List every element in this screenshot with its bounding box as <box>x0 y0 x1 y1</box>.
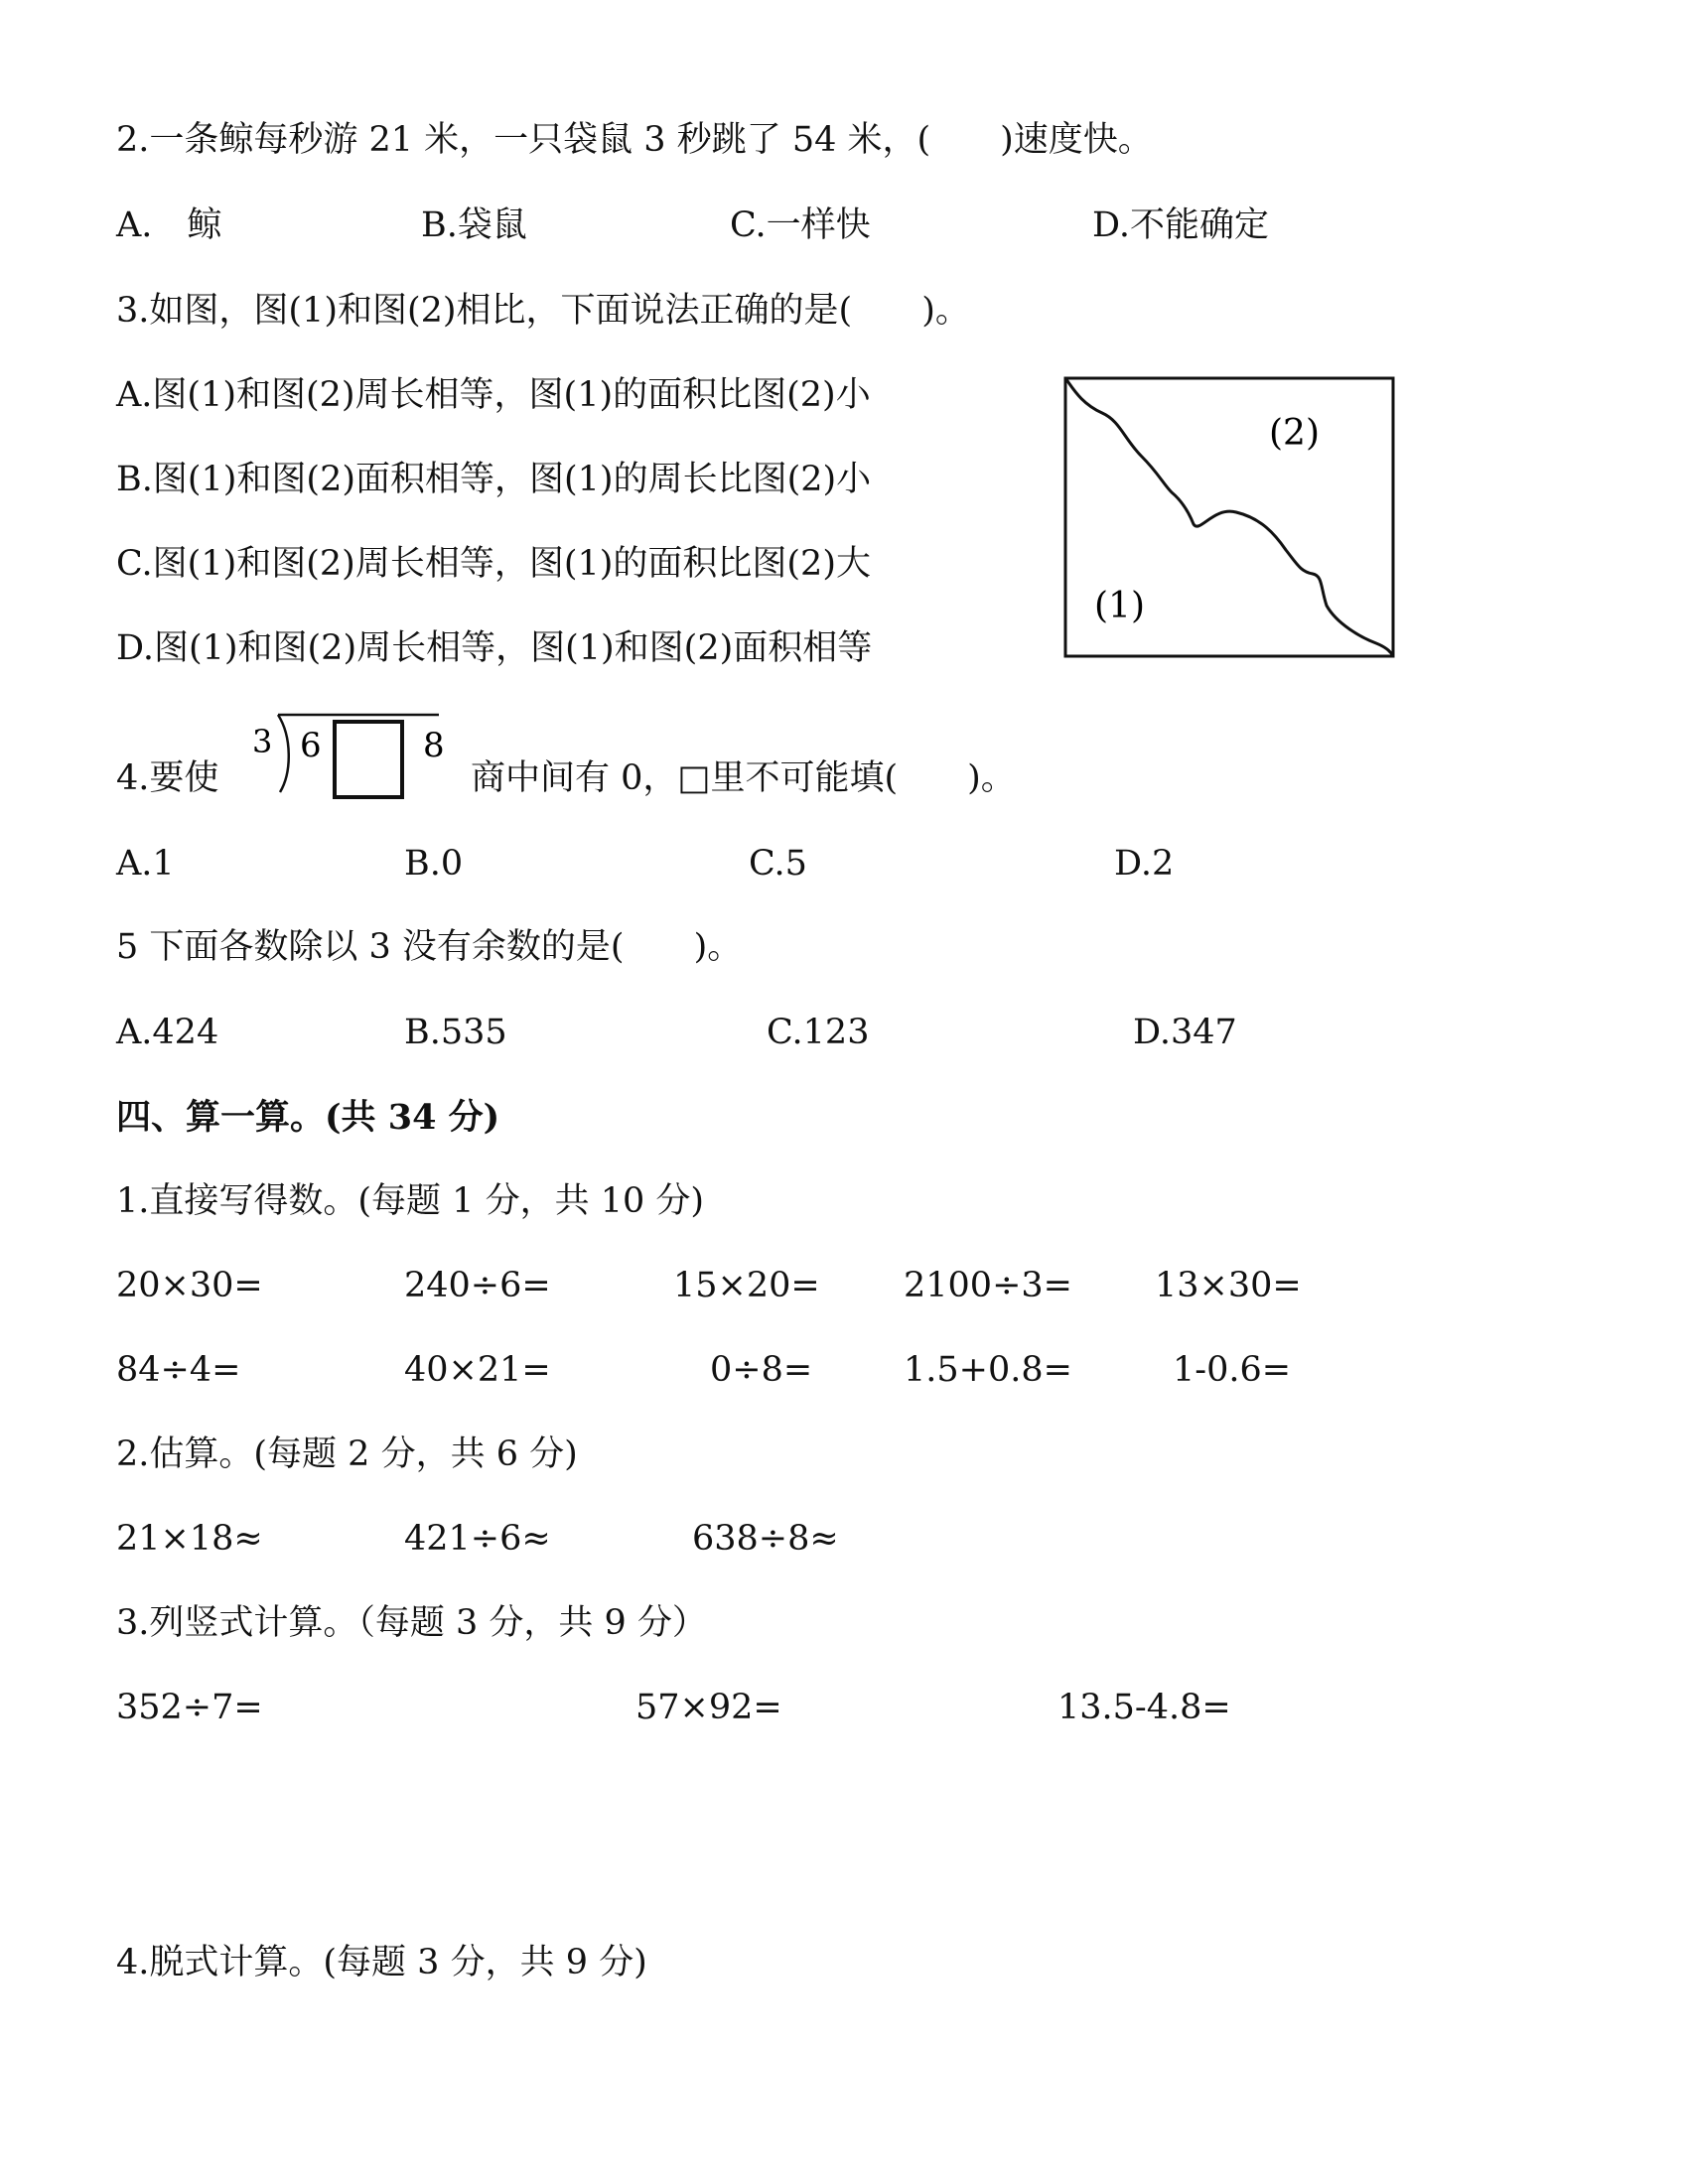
q3-option-b: B.图(1)和图(2)面积相等，图(1)的周长比图(2)小 <box>116 460 872 499</box>
q3-stem: 3.如图，图(1)和图(2)相比，下面说法正确的是( )。 <box>116 291 970 331</box>
q2-option-d: D.不能确定 <box>1092 205 1269 245</box>
q4-option-c: C.5 <box>749 844 807 884</box>
calc-item: 2100÷3= <box>904 1266 1072 1305</box>
calc-item: 15×20= <box>673 1266 820 1305</box>
part-1-title: 1.直接写得数。(每题 1 分，共 10 分) <box>116 1181 705 1221</box>
q4-option-b: B.0 <box>404 844 464 884</box>
calc-item: 84÷4= <box>116 1350 241 1390</box>
q4-option-a: A.1 <box>116 844 175 884</box>
calc-item: 20×30= <box>116 1266 263 1305</box>
division-bracket <box>278 715 289 792</box>
q3-option-c: C.图(1)和图(2)周长相等，图(1)的面积比图(2)大 <box>116 544 871 584</box>
q5-stem: 5 下面各数除以 3 没有余数的是( )。 <box>116 927 743 967</box>
dividend-digit-right: 8 <box>423 726 445 765</box>
division-bracket-figure <box>248 705 452 804</box>
q3-option-d: D.图(1)和图(2)周长相等，图(1)和图(2)面积相等 <box>116 628 873 668</box>
vertical-calc-item: 352÷7= <box>116 1688 263 1727</box>
q2-option-a: A. 鲸 <box>116 205 222 245</box>
q2-option-b: B.袋鼠 <box>421 205 527 245</box>
q2-stem: 2.一条鲸每秒游 21 米，一只袋鼠 3 秒跳了 54 米，( )速度快。 <box>116 120 1153 160</box>
q5-option-b: B.535 <box>404 1013 507 1052</box>
q5-option-c: C.123 <box>767 1013 870 1052</box>
calc-item: 1-0.6= <box>1173 1350 1292 1390</box>
figure-label-1: (1) <box>1094 586 1145 626</box>
q4-option-d: D.2 <box>1114 844 1175 884</box>
q5-option-d: D.347 <box>1133 1013 1237 1052</box>
q4-prefix: 4.要使 <box>116 758 219 798</box>
part-3-title: 3.列竖式计算。（每题 3 分，共 9 分） <box>116 1603 707 1643</box>
estimate-item: 21×18≈ <box>116 1519 263 1559</box>
estimate-item: 638÷8≈ <box>692 1519 839 1559</box>
part-4-title: 4.脱式计算。(每题 3 分，共 9 分) <box>116 1943 647 1982</box>
q5-option-a: A.424 <box>116 1013 219 1052</box>
q3-figure <box>1062 375 1400 659</box>
calc-item: 240÷6= <box>404 1266 551 1305</box>
part-2-title: 2.估算。(每题 2 分，共 6 分) <box>116 1434 578 1474</box>
calc-item: 1.5+0.8= <box>904 1350 1072 1390</box>
blank-box[interactable] <box>335 722 402 797</box>
q3-option-a: A.图(1)和图(2)周长相等，图(1)的面积比图(2)小 <box>116 375 871 415</box>
calc-item: 0÷8= <box>710 1350 813 1390</box>
q2-option-c: C.一样快 <box>730 205 871 245</box>
dividend-digit-left: 6 <box>300 726 322 765</box>
calc-item: 13×30= <box>1155 1266 1302 1305</box>
calc-item: 40×21= <box>404 1350 551 1390</box>
vertical-calc-item: 57×92= <box>635 1688 782 1727</box>
figure-label-2: (2) <box>1269 413 1320 454</box>
q4-suffix: 商中间有 0，□里不可能填( )。 <box>471 758 1016 798</box>
estimate-item: 421÷6≈ <box>404 1519 551 1559</box>
divisor: 3 <box>252 723 273 760</box>
section-4-title: 四、算一算。(共 34 分) <box>116 1097 500 1138</box>
vertical-calc-item: 13.5-4.8= <box>1057 1688 1231 1727</box>
